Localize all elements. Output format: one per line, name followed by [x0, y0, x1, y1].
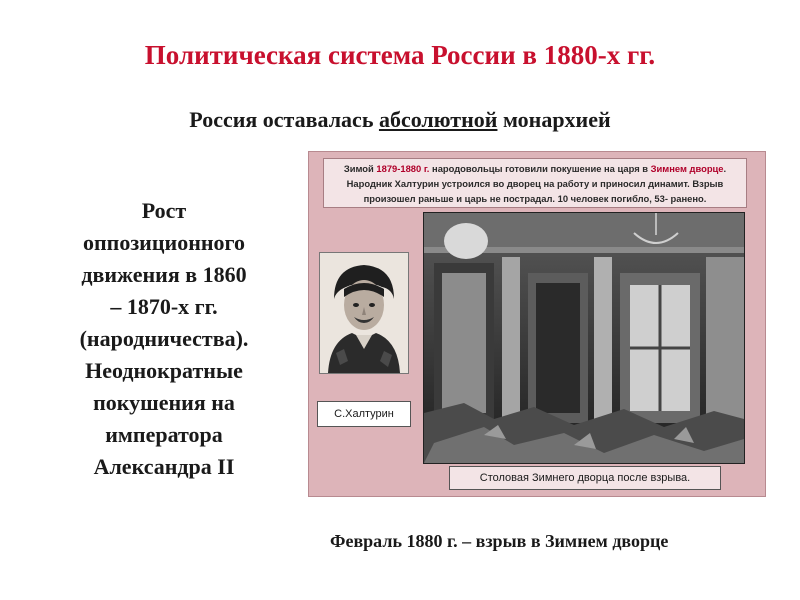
- subtitle-part-1: Россия оставалась: [189, 107, 379, 132]
- left-text-line: покушения на: [93, 390, 235, 415]
- left-text-line: движения в 1860: [81, 262, 247, 287]
- palace-interior-illustration: [424, 213, 744, 463]
- left-text-line: (народничества).: [79, 326, 249, 351]
- caption-text: .: [723, 163, 727, 174]
- left-text-block: [44, 195, 284, 483]
- left-text-line: Александра II: [93, 454, 235, 479]
- portrait-image: [319, 252, 409, 374]
- caption-highlight: 1879-1880 г.: [376, 163, 430, 174]
- left-text-line: Рост: [141, 198, 187, 223]
- slide-subtitle: [0, 107, 800, 133]
- bottom-caption: Февраль 1880 г. – взрыв в Зимнем дворце: [330, 531, 669, 551]
- palace-photo: [423, 212, 745, 464]
- caption-highlight: Зимнем дворце: [650, 163, 724, 174]
- illustration-panel: [308, 151, 766, 497]
- caption-line: произошел раньше и царь не пострадал. 10 человек погибло, 53- ранено.: [363, 193, 707, 204]
- left-text-line: Неоднократные: [85, 358, 243, 383]
- caption-text: народовольцы готовили покушение на царя в: [429, 163, 651, 174]
- left-text-line: оппозиционного: [82, 230, 245, 255]
- photo-label: Столовая Зимнего дворца после взрыва.: [449, 466, 721, 490]
- subtitle-part-2: монархией: [497, 107, 611, 132]
- caption-line: Народник Халтурин устроился во дворец на работу и приносил динамит. Взрыв: [346, 178, 724, 189]
- slide-title: Политическая система России в 1880-х гг.: [144, 40, 656, 70]
- portrait-label: С.Халтурин: [317, 401, 411, 427]
- portrait-illustration: [320, 253, 408, 373]
- left-text-line: – 1870-х гг.: [110, 294, 218, 319]
- panel-caption: [323, 158, 747, 208]
- subtitle-underlined: абсолютной: [378, 107, 498, 132]
- left-text-line: императора: [105, 422, 223, 447]
- caption-text: Зимой: [343, 163, 377, 174]
- caption-line: [328, 161, 742, 176]
